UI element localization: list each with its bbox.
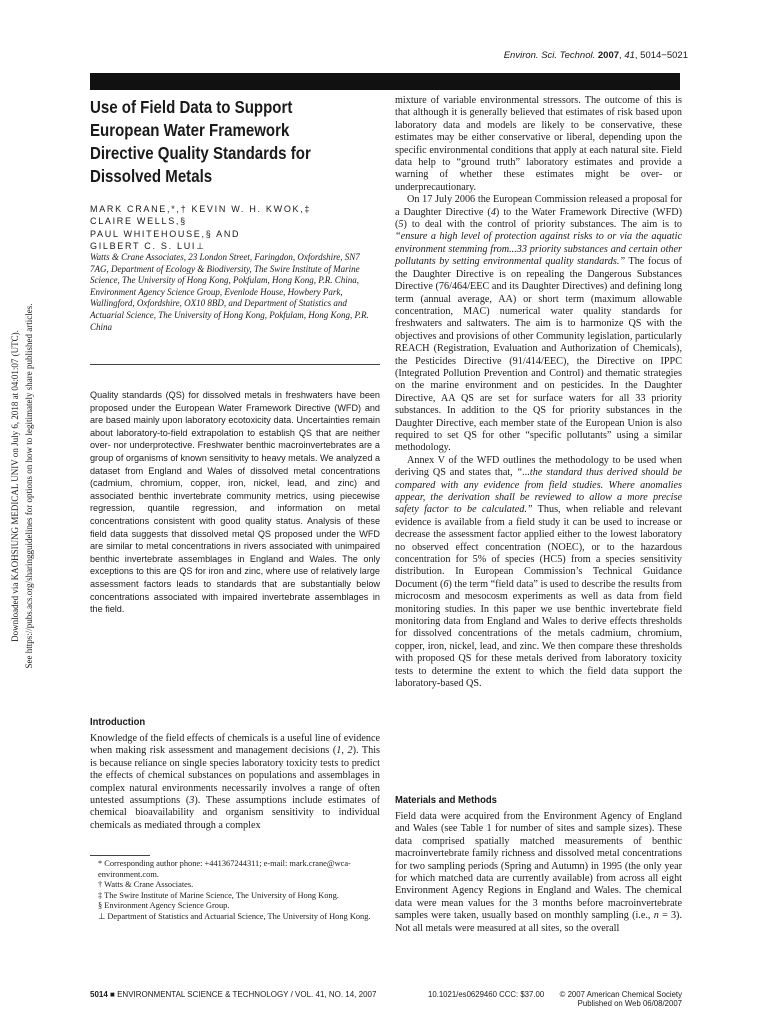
paragraph: Annex V of the WFD outlines the methodology to be used when deriving QS and states that, “...the standard thus derived should be compared with any evidence from field studies. Where anomalies appear, the derivation shall be reviewed to allow a more precise safety factor to be calculated.” Thus, when reliable and relevant evidence is available from a field study it can be used to increase or decrease the assessment factor applied either to the lowest laboratory no observed effect concentration (NOEC), or to the hazardous concentration for 5% of species (HC5) from a species sensitivity distribution. In European Commission’s Technical Guidance Document (6) the term “field data” is used to describe the results from microcosm and mesocosm experiments as well as data from field monitoring studies. In this paper we use benthic invertebrate field monitoring data from England and Wales to derive effects thresholds for dissolved concentrations of the metals cadmium, chromium, copper, iron, nickel, lead, and zinc. We then compare these thresholds with proposed QS for these metals derived from laboratory toxicity tests to determine the extent to which the field data support the laboratory-based QS. (395, 454, 682, 690)
footnote: * Corresponding author phone: +441367244311; e-mail: mark.crane@wca-environment.com. (98, 859, 351, 879)
header-bar (90, 73, 680, 90)
article-title: Use of Field Data to Support European Water Framework Directive Quality Standards for Dissolved Metals (90, 97, 311, 186)
copyright-block (540, 990, 682, 1008)
introduction-heading: Introduction (90, 716, 146, 728)
journal-name: Environ. Sci. Technol. (503, 50, 596, 61)
paragraph: On 17 July 2006 the European Commission released a proposal for a Daughter Directive (4) to the Water Framework Directive (WFD) (5) to deal with the control of priority substances. The aim is to “ensure a high level of protection against risks to or via the aquatic environment stemming from...33 priority substances and certain other pollutants by setting environmental quality standards.” The focus of the Daughter Directive is on repealing the Dangerous Substances Directive (76/464/EEC and its Daughter Directives) and defining long term (annual average, AA) or short term (maximum allowable concentration, MAC) numerical water quality standards for freshwaters and saltwaters. The aim is to harmonize QS with the objectives and provisions of other Community legislation, particularly REACH (Registration, Evaluation and Authorization of Chemicals), the Pesticides Directive (91/414/EEC), the Directive on IPPC (Integrated Pollution Prevention and Control) and thematic strategies on the marine environment and on pesticides. In the Daughter Directive, AA QS are set for surface waters for all 33 priority substances. In addition to the QS for priority substances in the Daughter Directive, each member state of the European Union is also required to set QS for other “specific pollutants” using a similar methodology. (395, 194, 683, 454)
page-footer-left: 5014 ■ ENVIRONMENTAL SCIENCE & TECHNOLOGY / VOL. 41, NO. 14, 2007 (90, 990, 377, 999)
methods-text: Field data were acquired from the Environment Agency of England and Wales (see Table 1 for number of sites and sample sizes). These data comprised spatially matched measurements of benthic macroinvertebrate family richness and dissolved metal concentrations for two sampling periods (Spring and Autumn) in 1995 (the only year for which matched data are currently available) from across all eight Environment Agency Regions in England and Wales. The chemical data were mean values for the 3 months before macroinvertebrate samples were taken, usually based on monthly sampling (i.e., n = 3). Not all metals were measured at all sites, so the overall (395, 811, 682, 934)
journal-volume: 41 (624, 50, 635, 61)
journal-footer: ENVIRONMENTAL SCIENCE & TECHNOLOGY / VOL. 41, NO. 14, 2007 (117, 990, 377, 999)
download-note-line2: See https://pubs.acs.org/sharingguidelines for options on how to legitimately share published articles. (24, 303, 34, 669)
author-line: PAUL WHITEHOUSE,§ AND (90, 228, 241, 239)
right-column-text (395, 95, 682, 691)
footnote: ‡ The Swire Institute of Marine Science, The University of Hong Kong. (98, 890, 339, 900)
abstract-divider (90, 364, 380, 365)
author-line: CLAIRE WELLS,§ (90, 216, 187, 227)
download-watermark (2, 268, 34, 718)
published-date: Published on Web 06/08/2007 (577, 999, 682, 1008)
author-line: GILBERT C. S. LUI⊥ (90, 240, 206, 251)
copyright: © 2007 American Chemical Society (559, 990, 682, 999)
author-line: MARK CRANE,*,† KEVIN W. H. KWOK,‡ (90, 204, 312, 214)
footnote: § Environment Agency Science Group. (98, 901, 230, 911)
page-number: 5014 (90, 990, 108, 999)
footnotes (90, 859, 380, 923)
download-note-line1: Downloaded via KAOHSIUNG MEDICAL UNIV on July 6, 2018 at 04:01:07 (UTC). (10, 330, 20, 642)
author-list (90, 203, 380, 252)
methods-heading: Materials and Methods (395, 794, 497, 806)
paragraph: mixture of variable environmental stressors. The outcome of this is that although it is generally believed that estimates of risk based upon laboratory data and models are likely to be conservative, these estimates may be either conservative or liberal, depending upon the specific environmental conditions that apply at each natural site. Field data help to “ground truth” laboratory estimates and provide a warning of whether these estimates might be over- or underprecautionary. (395, 95, 682, 193)
journal-running-head: Environ. Sci. Technol. 2007, 41, 5014−5021 (503, 50, 688, 61)
doi: 10.1021/es0629460 CCC: $37.00 (428, 990, 545, 999)
footnote: ⊥ Department of Statistics and Actuarial Science, The University of Hong Kong. (98, 911, 371, 921)
journal-pages: 5014−5021 (640, 50, 688, 61)
footnote: † Watts & Crane Associates. (98, 880, 194, 890)
introduction-text: Knowledge of the field effects of chemicals is a useful line of evidence when making risk assessment and management decisions (1, 2). This is because reliance on single species laboratory toxicity tests to predict the effects of chemical substances on populations and assemblages in complex natural environments necessarily involves a range of often untested assumptions (3). These assumptions include estimates of chemical bioavailability and organism sensitivity to individual chemicals as mediated through a complex (90, 733, 381, 831)
affiliations: Watts & Crane Associates, 23 London Street, Faringdon, Oxfordshire, SN7 7AG, Department of Ecology & Biodiversity, The Swire Institute of Marine Science, The University of Hong Kong, Pokfulam, Hong Kong, P.R. China, Environment Agency Science Group, Evenlode House, Howbery Park, Wallingford, Oxfordshire, OX10 8BD, and Department of Statistics and Actuarial Science, The University of Hong Kong, Pokfulam, Hong Kong, P.R. China (90, 252, 369, 332)
footnote-divider (90, 855, 150, 856)
abstract: Quality standards (QS) for dissolved metals in freshwaters have been proposed under the European Water Framework Directive (WFD) and are based mainly upon laboratory ecotoxicity data. Uncertainties remain about laboratory-to-field extrapolation to establish QS that are neither over- nor underprotective. Freshwater benthic macroinvertebrates are a group of organisms of known sensitivity to heavy metals. We analyzed a dataset from England and Wales of dissolved metal concentrations (cadmium, chromium, copper, iron, nickel, lead, and zinc) and associated benthic invertebrate community metrics, using piecewise regression, quantile regression, and information on metal concentrations consistent with good quality status. Analysis of these field data suggests that dissolved metal QS proposed under the WFD are similar to metal concentrations in rivers associated with unimpaired benthic invertebrate assemblages in England and Wales. The only exceptions to this are QS for iron and zinc, where use of relatively large assessment factors leads to standards that are substantially below concentrations associated with impaired invertebrate assemblages in the field. (90, 390, 380, 615)
journal-year: 2007 (597, 50, 620, 61)
